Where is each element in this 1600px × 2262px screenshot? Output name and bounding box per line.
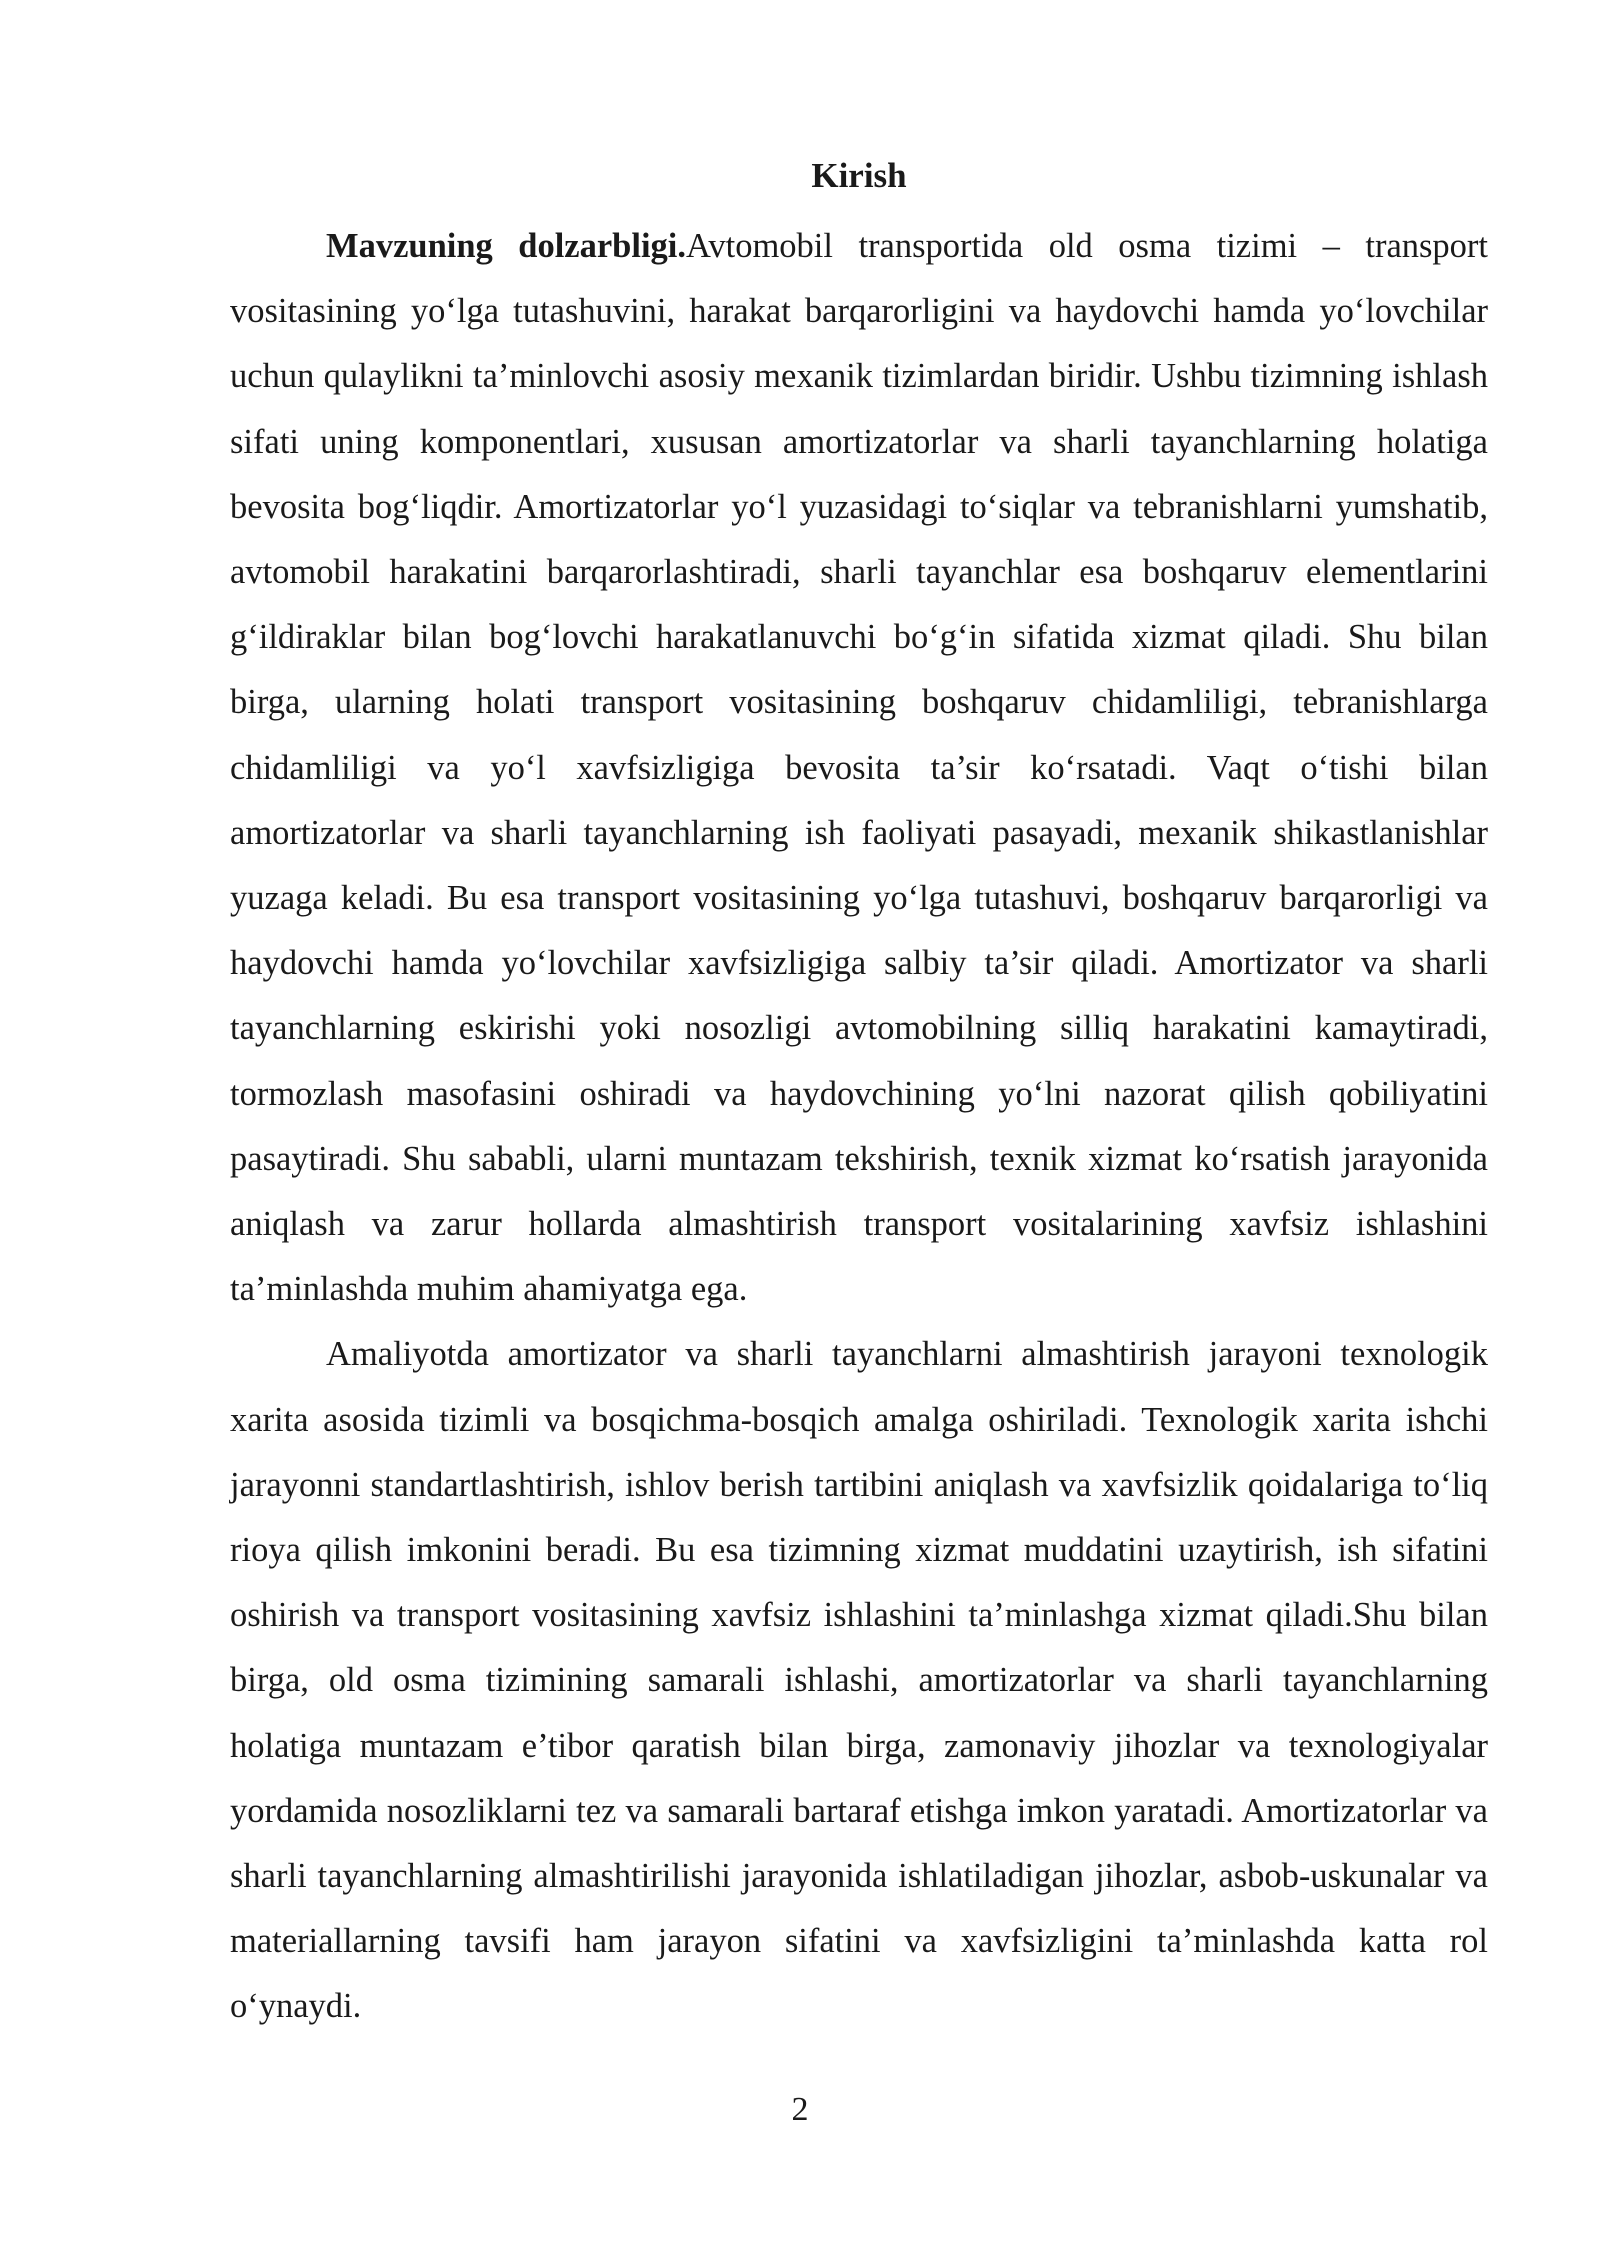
section-heading: Kirish bbox=[811, 156, 907, 195]
page-number: 2 bbox=[791, 2091, 809, 2128]
paragraph-lead: Mavzuning dolzarbligi. bbox=[326, 227, 686, 265]
document-page bbox=[230, 148, 1488, 2040]
paragraph-relevance bbox=[230, 214, 1488, 1322]
paragraph-relevance-text: Avtomobil transportida old osma tizimi – transport vositasining yoʻlga tutashuvini, harakat barqarorligini va haydovchi hamda yoʻlovchilar uchun qulaylikni ta’minlovchi asosiy mexanik tizimlardan biridir. Ushbu tizimning ishlash sifati uning komponentlari, xususan amortizatorlar va sharli tayanchlarning holatiga bevosita bogʻliqdir. Amortizatorlar yoʻl yuzasidagi toʻsiqlar va tebranishlarni yumshatib, avtomobil harakatini barqarorlashtiradi, sharli tayanchlar esa boshqaruv elementlarini gʻildiraklar bilan bogʻlovchi harakatlanuvchi boʻgʻin sifatida xizmat qiladi. Shu bilan birga, ularning holati transport vositasining boshqaruv chidamliligi, tebranishlarga chidamliligi va yoʻl xavfsizligiga bevosita ta’sir koʻrsatadi. Vaqt oʻtishi bilan amortizatorlar va sharli tayanchlarning ish faoliyati pasayadi, mexanik shikastlanishlar yuzaga keladi. Bu esa transport vositasining yoʻlga tutashuvi, boshqaruv barqarorligi va haydovchi hamda yoʻlovchilar xavfsizligiga salbiy ta’sir qiladi. Amortizator va sharli tayanchlarning eskirishi yoki nosozligi avtomobilning silliq harakatini kamaytiradi, tormozlash masofasini oshiradi va haydovchining yoʻlni nazorat qilish qobiliyatini pasaytiradi. Shu sababli, ularni muntazam tekshirish, texnik xizmat koʻrsatish jarayonida aniqlash va zarur hollarda almashtirish transport vositalarining xavfsiz ishlashini ta’minlashda muhim ahamiyatga ega. bbox=[230, 227, 1489, 1309]
paragraph-practice: Amaliyotda amortizator va sharli tayanchlarni almashtirish jarayoni texnologik xarita asosida tizimli va bosqichma-bosqich amalga oshiriladi. Texnologik xarita ishchi jarayonni standartlashtirish, ishlov berish tartibini aniqlash va xavfsizlik qoidalariga toʻliq rioya qilish imkonini beradi. Bu esa tizimning xizmat muddatini uzaytirish, ish sifatini oshirish va transport vositasining xavfsiz ishlashini ta’minlashga xizmat qiladi.Shu bilan birga, old osma tizimining samarali ishlashi, amortizatorlar va sharli tayanchlarning holatiga muntazam e’tibor qaratish bilan birga, zamonaviy jihozlar va texnologiyalar yordamida nosozliklarni tez va samarali bartaraf etishga imkon yaratadi. Amortizatorlar va sharli tayanchlarning almashtirilishi jarayonida ishlatiladigan jihozlar, asbob-uskunalar va materiallarning tavsifi ham jarayon sifatini va xavfsizligini ta’minlashda katta rol oʻynaydi. bbox=[230, 1335, 1488, 2026]
